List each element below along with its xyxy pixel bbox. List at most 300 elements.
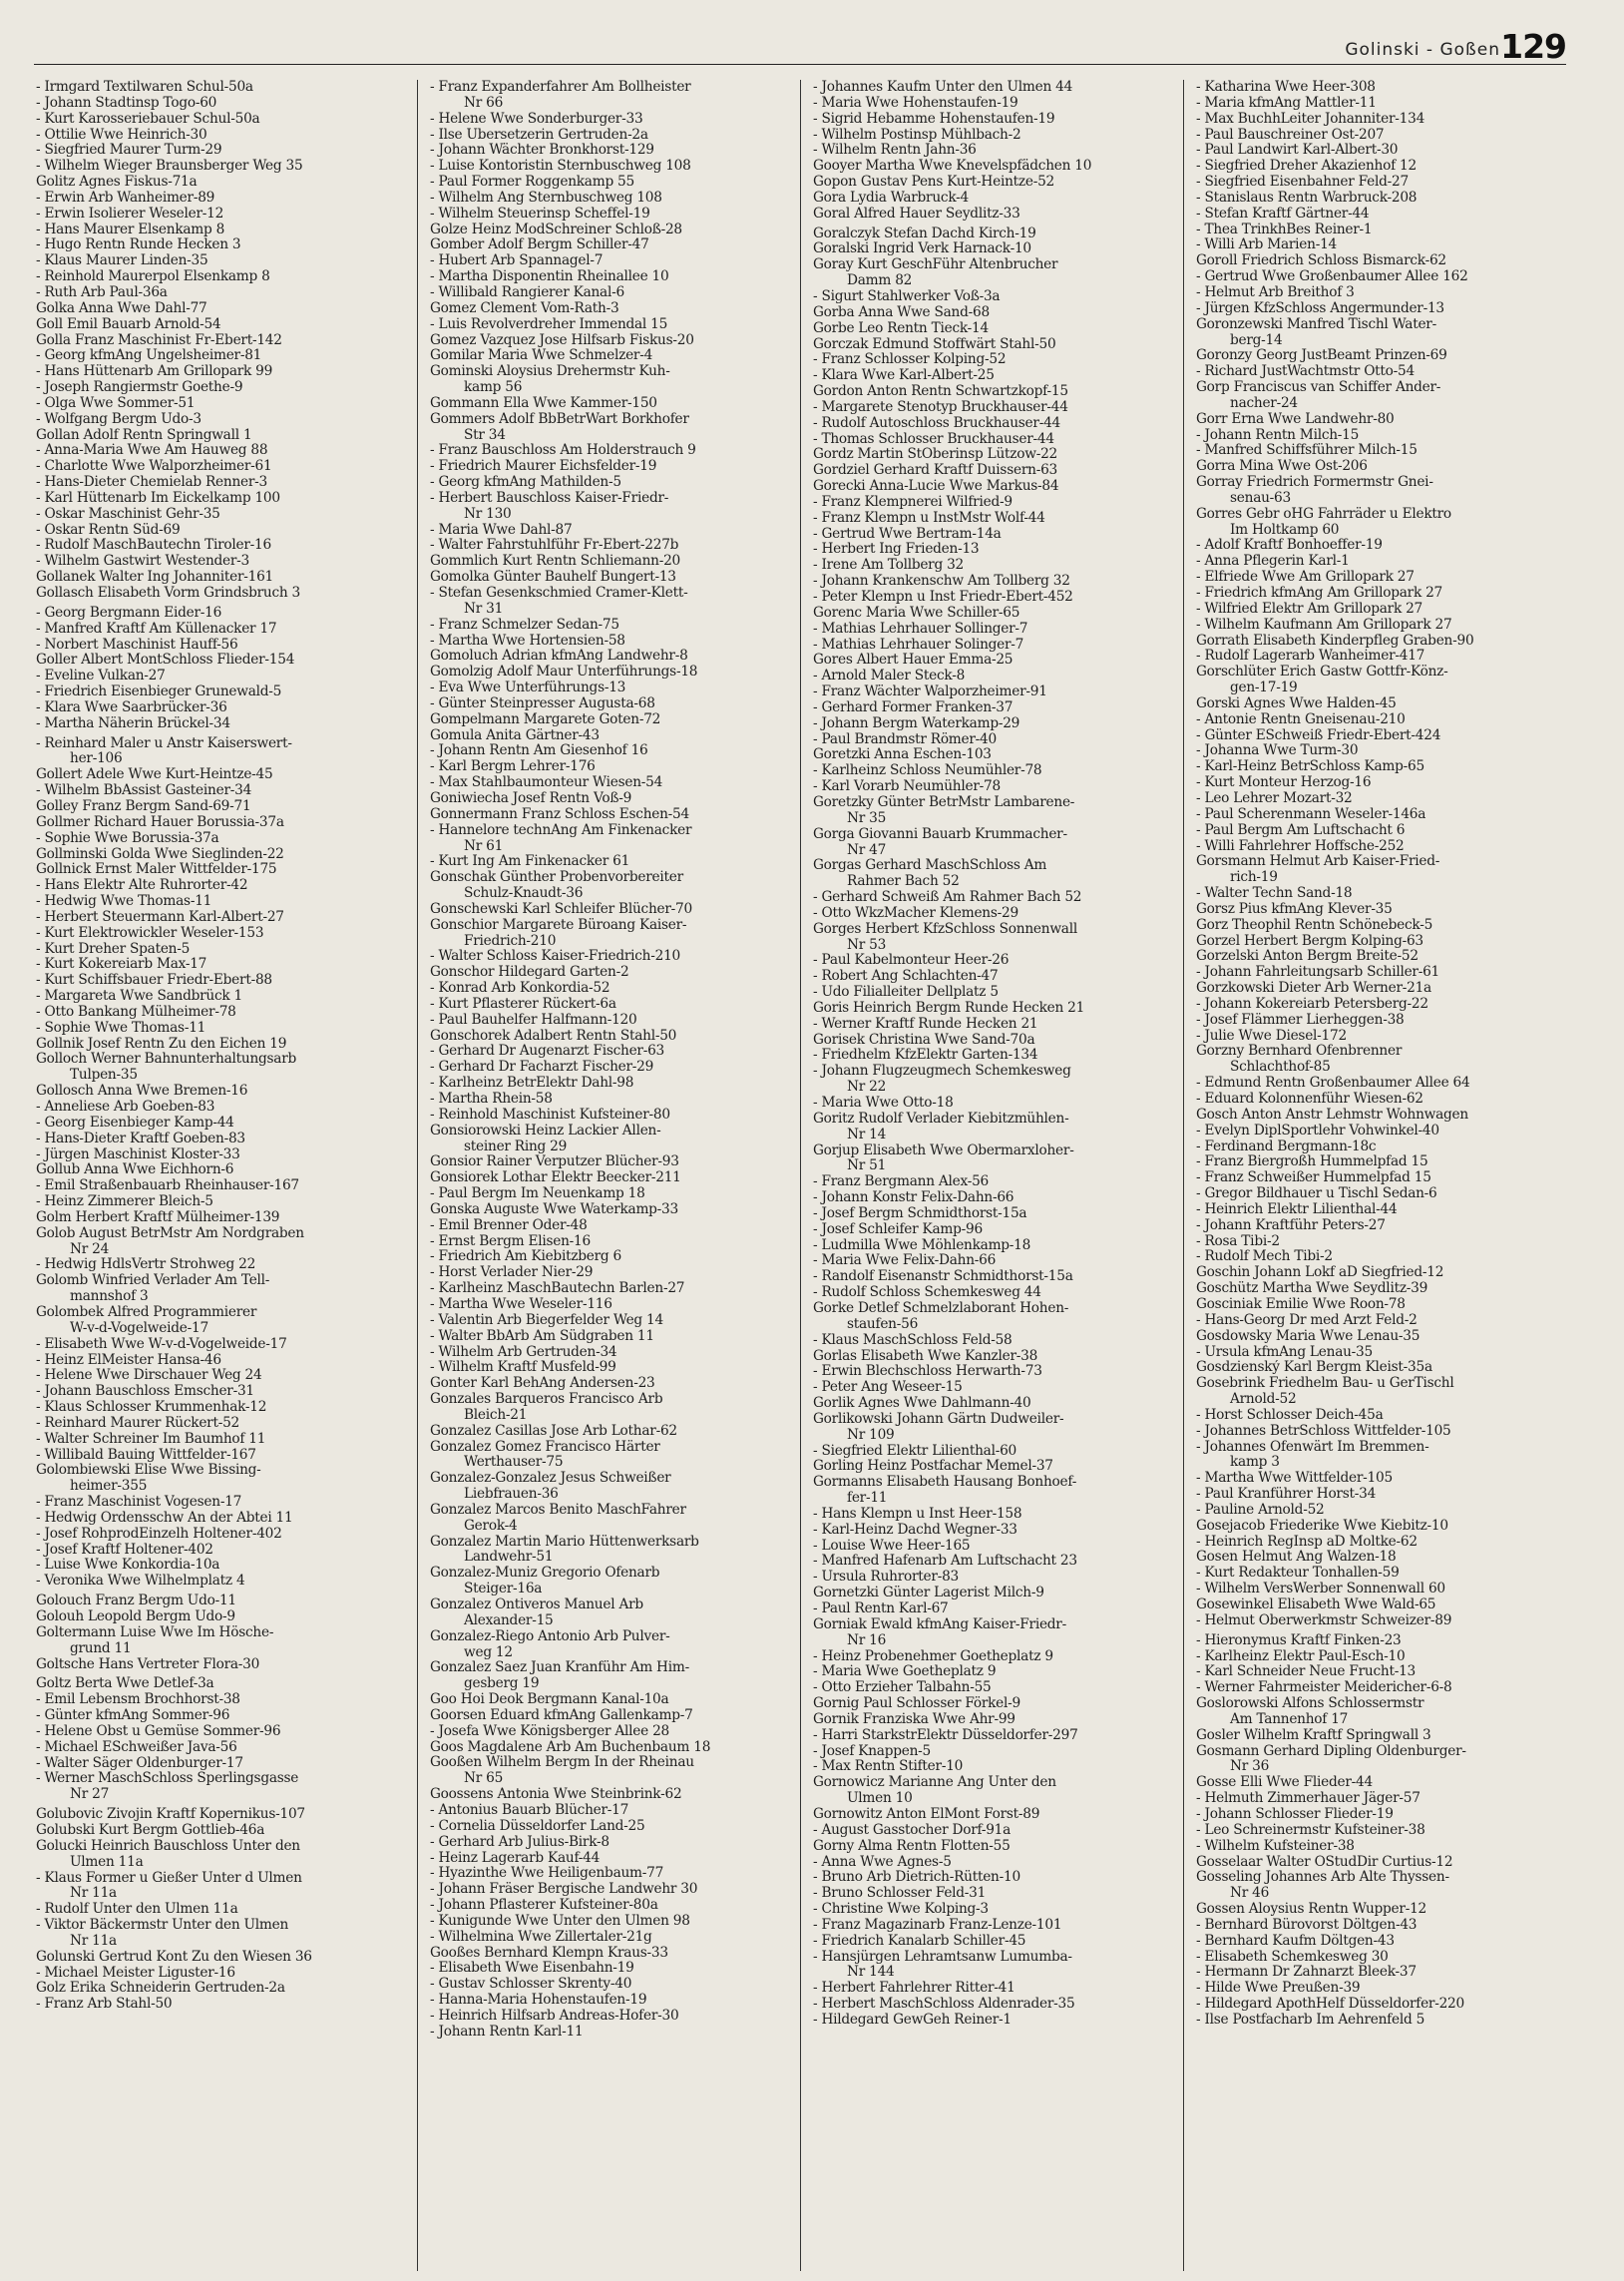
directory-entry: - Wilhelm Kufsteiner-38 (1196, 1838, 1355, 1854)
directory-entry: - Walter Schloss Kaiser-Friedrich-210 (430, 949, 680, 965)
directory-entry-continuation: Werthauser-75 (464, 1455, 564, 1471)
directory-entry: - Wilfried Elektr Am Grillopark 27 (1196, 601, 1423, 617)
directory-entry: Gorschlüter Erich Gastw Gottfr-Könz- (1196, 665, 1448, 681)
directory-entry: Gorke Detlef Schmelzlaborant Hohen- (813, 1300, 1069, 1316)
directory-entry: Gollmer Richard Hauer Borussia-37a (36, 814, 284, 830)
directory-entry: Gonska Auguste Wwe Waterkamp-33 (430, 1201, 678, 1217)
directory-entry: - Friedrich kfmAng Am Grillopark 27 (1196, 586, 1443, 601)
directory-entry: - Johann Wächter Bronkhorst-129 (430, 143, 654, 159)
directory-entry: - Wilhelm Arb Gertruden-34 (430, 1344, 617, 1360)
directory-entry-continuation: Nr 47 (847, 842, 887, 858)
directory-entry-continuation: kamp 3 (1230, 1455, 1280, 1471)
directory-entry: - Elisabeth Wwe W-v-d-Vogelweide-17 (36, 1336, 287, 1352)
directory-entry: Goral Alfred Hauer Seydlitz-33 (813, 206, 1020, 222)
directory-entry: Gommlich Kurt Rentn Schliemann-20 (430, 554, 681, 570)
directory-entry: - Sophie Wwe Thomas-11 (36, 1020, 206, 1036)
directory-entry: - Oskar Rentn Süd-69 (36, 522, 181, 538)
directory-entry: - Christine Wwe Kolping-3 (813, 1902, 989, 1918)
directory-entry: - Sigurt Stahlwerker Voß-3a (813, 288, 1001, 304)
directory-entry: - Johann Stadtinsp Togo-60 (36, 95, 217, 111)
directory-entry: Gorsz Pius kfmAng Klever-35 (1196, 901, 1393, 917)
directory-entry: - Paul Brandmstr Römer-40 (813, 731, 997, 747)
directory-entry: - Klara Wwe Karl-Albert-25 (813, 368, 995, 384)
directory-entry: Goralski Ingrid Verk Harnack-10 (813, 241, 1031, 257)
directory-entry: - Heinz ElMeister Hansa-46 (36, 1352, 221, 1368)
directory-entry: - Margareta Wwe Sandbrück 1 (36, 989, 243, 1005)
directory-entry: - Manfred Schiffsführer Milch-15 (1196, 443, 1418, 459)
directory-entry: - Werner Kraftf Runde Hecken 21 (813, 1016, 1038, 1032)
directory-entry: Gorp Franciscus van Schiffer Ander- (1196, 380, 1441, 396)
directory-entry: - Johann Kokereiarb Petersberg-22 (1196, 996, 1428, 1012)
directory-entry: Gosch Anton Anstr Lehmstr Wohnwagen (1196, 1107, 1468, 1123)
directory-entry: - Rosa Tibi-2 (1196, 1233, 1280, 1249)
directory-entry: - Ursula kfmAng Lenau-35 (1196, 1344, 1373, 1360)
directory-entry: - Manfred Hafenarb Am Luftschacht 23 (813, 1554, 1077, 1570)
directory-entry: - Wolfgang Bergm Udo-3 (36, 411, 202, 427)
directory-entry: - Heinz Zimmerer Bleich-5 (36, 1194, 213, 1210)
directory-entry: - Ruth Arb Paul-36a (36, 284, 168, 300)
directory-entry: Gorski Agnes Wwe Halden-45 (1196, 695, 1397, 711)
directory-entry: - Hans-Georg Dr med Arzt Feld-2 (1196, 1312, 1418, 1328)
directory-entry: - Johann Flugzeugmech Schemkesweg (813, 1064, 1071, 1080)
directory-entry: - Michael ESchweißer Java-56 (36, 1739, 237, 1755)
directory-entry: Golunski Gertrud Kont Zu den Wiesen 36 (36, 1949, 312, 1965)
directory-entry: Gosse Elli Wwe Flieder-44 (1196, 1775, 1373, 1791)
directory-entry: Gonzalez-Muniz Gregorio Ofenarb (430, 1566, 660, 1582)
directory-entry: Gorczak Edmund Stoffwärt Stahl-50 (813, 336, 1056, 352)
directory-entry: Goray Kurt GeschFühr Altenbrucher (813, 257, 1058, 273)
directory-entry: - Karl-Heinz BetrSchloss Kamp-65 (1196, 759, 1424, 775)
directory-entry: - Klaus MaschSchloss Feld-58 (813, 1332, 1013, 1348)
directory-entry: - Wilhelm Steuerinsp Scheffel-19 (430, 206, 650, 222)
directory-entry: - Eva Wwe Unterführungs-13 (430, 681, 626, 696)
directory-entry: - Reinhard Maurer Rückert-52 (36, 1415, 240, 1431)
directory-entry: - Eveline Vulkan-27 (36, 669, 166, 684)
directory-entry: - Walter Säger Oldenburger-17 (36, 1755, 243, 1771)
directory-entry: - Siegfried Eisenbahner Feld-27 (1196, 175, 1409, 191)
directory-entry: - Johanna Wwe Turm-30 (1196, 743, 1359, 759)
directory-entry: - Johann Schlosser Flieder-19 (1196, 1806, 1394, 1822)
directory-entry: - Gerhard Dr Augenarzt Fischer-63 (430, 1044, 665, 1060)
directory-entry: - Kurt Elektrowickler Weseler-153 (36, 925, 264, 941)
directory-entry: - Karl Schneider Neue Frucht-13 (1196, 1664, 1417, 1680)
directory-entry: - Margarete Stenotyp Bruckhauser-44 (813, 399, 1068, 415)
directory-columns (34, 80, 1566, 2271)
directory-entry: Goretzki Anna Eschen-103 (813, 747, 992, 763)
directory-entry: - Emil Brenner Oder-48 (430, 1217, 588, 1233)
directory-entry: - Harri StarkstrElektr Düsseldorfer-297 (813, 1727, 1078, 1743)
directory-entry: Gorra Mina Wwe Ost-206 (1196, 459, 1368, 475)
directory-entry: - Paul Kranführer Horst-34 (1196, 1487, 1377, 1503)
directory-entry: - Paul Bergm Im Neuenkamp 18 (430, 1186, 645, 1202)
directory-entry: - Josef RohprodEinzelh Holtener-402 (36, 1526, 282, 1542)
directory-entry: - Reinhold Maurerpol Elsenkamp 8 (36, 269, 270, 285)
directory-entry: - Helene Wwe Sonderburger-33 (430, 111, 643, 127)
directory-entry: - Gertrud Wwe Bertram-14a (813, 526, 1002, 542)
directory-entry: Golze Heinz ModSchreiner Schloß-28 (430, 222, 682, 237)
directory-entry: - Richard JustWachtmstr Otto-54 (1196, 364, 1415, 380)
directory-entry: Gopon Gustav Pens Kurt-Heintze-52 (813, 175, 1054, 191)
column-1 (34, 80, 417, 2271)
directory-entry: - Martha Rhein-58 (430, 1092, 553, 1107)
directory-entry: Gonschior Margarete Büroang Kaiser- (430, 917, 687, 933)
directory-entry: - Elfriede Wwe Am Grillopark 27 (1196, 570, 1415, 586)
directory-entry: - Maria Wwe Felix-Dahn-66 (813, 1253, 997, 1269)
directory-entry-continuation: Str 34 (464, 427, 506, 443)
directory-entry: Gosebrink Friedhelm Bau- u GerTischl (1196, 1376, 1454, 1392)
directory-entry: Goller Albert MontSchloss Flieder-154 (36, 653, 295, 669)
directory-entry: - Johann Krankenschw Am Tollberg 32 (813, 574, 1070, 590)
directory-entry: - Helmut Oberwerkmstr Schweizer-89 (1196, 1612, 1452, 1628)
directory-entry: - Willi Arb Marien-14 (1196, 237, 1338, 253)
directory-entry: - Thea TrinkhBes Reiner-1 (1196, 222, 1373, 237)
directory-entry: Gollosch Anna Wwe Bremen-16 (36, 1084, 248, 1100)
directory-entry: Gosciniak Emilie Wwe Roon-78 (1196, 1296, 1406, 1312)
directory-entry: - Johann Pflasterer Kufsteiner-80a (430, 1898, 658, 1914)
directory-entry: Gooyer Martha Wwe Knevelspfädchen 10 (813, 159, 1092, 175)
directory-entry: - Paul Scherenmann Weseler-146a (1196, 806, 1426, 822)
directory-entry: - Werner MaschSchloss Sperlingsgasse (36, 1771, 299, 1787)
directory-entry: - Pauline Arnold-52 (1196, 1502, 1325, 1518)
directory-entry: - Paul Bauschreiner Ost-207 (1196, 127, 1385, 143)
directory-entry-continuation: Nr 144 (847, 1965, 895, 1981)
directory-entry: - Hieronymus Kraftf Finken-23 (1196, 1632, 1402, 1648)
directory-entry: Gordziel Gerhard Kraftf Duissern-63 (813, 463, 1057, 479)
directory-entry: - Hans Klempn u Inst Heer-158 (813, 1506, 1022, 1522)
directory-entry: Gorray Friedrich Formermstr Gnei- (1196, 475, 1433, 491)
directory-entry: - Wilhelm Kraftf Musfeld-99 (430, 1360, 616, 1376)
directory-entry: Gorisek Christina Wwe Sand-70a (813, 1032, 1035, 1048)
directory-entry-continuation: Steiger-16a (464, 1582, 543, 1597)
directory-entry: Goralczyk Stefan Dachd Kirch-19 (813, 226, 1036, 241)
directory-entry: - Sophie Wwe Borussia-37a (36, 830, 219, 846)
directory-entry: - Bernhard Kaufm Döltgen-43 (1196, 1933, 1395, 1949)
directory-entry: - Paul Kabelmonteur Heer-26 (813, 953, 1010, 969)
directory-entry-continuation: Nr 36 (1230, 1759, 1270, 1775)
directory-entry: Gomber Adolf Bergm Schiller-47 (430, 237, 649, 253)
directory-entry: Gorrath Elisabeth Kinderpfleg Graben-90 (1196, 633, 1474, 649)
directory-entry: Gorling Heinz Postfachar Memel-37 (813, 1459, 1053, 1475)
directory-entry: Gollan Adolf Rentn Springwall 1 (36, 427, 252, 443)
directory-entry: Gorzkowski Dieter Arb Werner-21a (1196, 981, 1431, 997)
directory-entry: - Hedwig Wwe Thomas-11 (36, 894, 212, 910)
directory-entry: - Max Stahlbaumonteur Wiesen-54 (430, 775, 663, 791)
directory-entry: - Gustav Schlosser Skrenty-40 (430, 1977, 632, 1993)
directory-entry-continuation: her-106 (70, 751, 123, 767)
directory-entry: Gonter Karl BehAng Andersen-23 (430, 1376, 655, 1392)
directory-entry: - Hans-Dieter Chemielab Renner-3 (36, 475, 267, 491)
directory-entry: Gornig Paul Schlosser Förkel-9 (813, 1696, 1020, 1712)
directory-entry: Gosewinkel Elisabeth Wwe Wald-65 (1196, 1597, 1436, 1612)
directory-entry: Gosen Helmut Ang Walzen-18 (1196, 1550, 1397, 1566)
directory-entry: Gosmann Gerhard Dipling Oldenburger- (1196, 1743, 1466, 1759)
directory-entry-continuation: Nr 31 (464, 601, 504, 617)
directory-entry: - Kurt Karosseriebauer Schul-50a (36, 111, 260, 127)
directory-entry: Gonsiorowski Heinz Lackier Allen- (430, 1123, 661, 1139)
directory-entry: - Heinrich RegInsp aD Moltke-62 (1196, 1534, 1418, 1550)
directory-entry: - Willibald Bauing Wittfelder-167 (36, 1447, 256, 1463)
directory-entry: - Wilhelm Wieger Braunsberger Weg 35 (36, 159, 303, 175)
directory-entry: Gorenc Maria Wwe Schiller-65 (813, 605, 1020, 621)
directory-entry: Gomez Vazquez Jose Hilfsarb Fiskus-20 (430, 332, 694, 348)
directory-entry: - Franz Schweißer Hummelpfad 15 (1196, 1170, 1431, 1186)
directory-entry: - Franz Arb Stahl-50 (36, 1997, 173, 2013)
directory-entry: - Paul Former Roggenkamp 55 (430, 175, 634, 191)
directory-entry: - Willibald Rangierer Kanal-6 (430, 284, 624, 300)
directory-entry: - Oskar Maschinist Gehr-35 (36, 506, 220, 522)
directory-entry-continuation: Arnold-52 (1230, 1392, 1297, 1408)
running-head: Golinski - Goßen (1345, 40, 1500, 60)
directory-entry: Gomez Clement Vom-Rath-3 (430, 300, 619, 316)
directory-entry: - Josef Knappen-5 (813, 1743, 931, 1759)
directory-entry: - Karlheinz BetrElektr Dahl-98 (430, 1076, 634, 1092)
directory-entry: - Luis Revolverdreher Immendal 15 (430, 316, 668, 332)
directory-entry: - Johannes BetrSchloss Wittfelder-105 (1196, 1423, 1451, 1439)
directory-entry: Gollub Anna Wwe Eichhorn-6 (36, 1162, 234, 1178)
directory-entry: - Hermann Dr Zahnarzt Bleek-37 (1196, 1965, 1417, 1981)
directory-entry: - Eduard Kolonnenführ Wiesen-62 (1196, 1092, 1423, 1107)
directory-entry: - Jürgen Maschinist Kloster-33 (36, 1146, 240, 1162)
directory-entry: Gores Albert Hauer Emma-25 (813, 653, 1014, 669)
directory-entry: - Rudolf Lagerarb Wanheimer-417 (1196, 649, 1425, 665)
directory-entry: - Valentin Arb Biegerfelder Weg 14 (430, 1312, 663, 1328)
directory-entry: Gollanek Walter Ing Johanniter-161 (36, 570, 274, 586)
directory-entry: Goltermann Luise Wwe Im Hösche- (36, 1624, 274, 1640)
directory-entry: - Johann Fräser Bergische Landwehr 30 (430, 1882, 698, 1898)
directory-entry: - Johannes Ofenwärt Im Bremmen- (1196, 1439, 1429, 1455)
directory-entry: Goltsche Hans Vertreter Flora-30 (36, 1656, 260, 1672)
directory-entry-continuation: Ulmen 10 (847, 1791, 913, 1807)
directory-entry: Gonsiorek Lothar Elektr Beecker-211 (430, 1170, 681, 1186)
directory-entry-continuation: Nr 65 (464, 1771, 504, 1787)
directory-entry: - Mathias Lehrhauer Solinger-7 (813, 637, 1024, 653)
directory-entry: - Karl-Heinz Dachd Wegner-33 (813, 1522, 1017, 1538)
directory-entry: - Horst Verlader Nier-29 (430, 1265, 594, 1281)
directory-entry: - Martha Wwe Wittfelder-105 (1196, 1471, 1393, 1487)
directory-entry: Golob August BetrMstr Am Nordgraben (36, 1225, 304, 1241)
directory-entry: - Jürgen KfzSchloss Angermunder-13 (1196, 300, 1444, 316)
directory-entry: - Bruno Schlosser Feld-31 (813, 1886, 987, 1902)
directory-entry: - Helene Obst u Gemüse Sommer-96 (36, 1723, 281, 1739)
directory-entry: - Josef Kraftf Holtener-402 (36, 1542, 213, 1558)
directory-entry-continuation: senau-63 (1230, 490, 1291, 506)
directory-entry: Gornik Franziska Wwe Ahr-99 (813, 1711, 1015, 1727)
directory-entry: - Johann Bergm Waterkamp-29 (813, 715, 1020, 731)
directory-entry-continuation: Liebfrauen-36 (464, 1487, 559, 1503)
directory-entry: Gommers Adolf BbBetrWart Borkhofer (430, 411, 689, 427)
directory-entry: Gordon Anton Rentn Schwartzkopf-15 (813, 384, 1068, 400)
directory-entry: - Wilhelm Kaufmann Am Grillopark 27 (1196, 617, 1452, 633)
directory-entry: - Johannes Kaufm Unter den Ulmen 44 (813, 80, 1073, 95)
directory-entry: - Herbert Steuermann Karl-Albert-27 (36, 909, 284, 925)
directory-entry: Goritz Rudolf Verlader Kiebitzmühlen- (813, 1111, 1069, 1127)
directory-entry: - Herbert Fahrlehrer Ritter-41 (813, 1981, 1015, 1997)
directory-entry: Gornetzki Günter Lagerist Milch-9 (813, 1586, 1044, 1601)
directory-entry: - Cornelia Düsseldorfer Land-25 (430, 1818, 645, 1834)
directory-entry-continuation: Am Tannenhof 17 (1230, 1711, 1349, 1727)
directory-entry: - Johann Konstr Felix-Dahn-66 (813, 1190, 1015, 1206)
directory-entry: - Georg Bergmann Eider-16 (36, 605, 222, 621)
directory-entry: - Hyazinthe Wwe Heiligenbaum-77 (430, 1866, 664, 1882)
directory-entry: - Martha Wwe Weseler-116 (430, 1296, 612, 1312)
directory-entry-continuation: gesberg 19 (464, 1676, 540, 1692)
directory-entry: Gorzel Herbert Bergm Kolping-63 (1196, 933, 1423, 949)
directory-entry-continuation: Nr 11a (70, 1933, 117, 1949)
directory-entry-continuation: staufen-56 (847, 1316, 919, 1332)
directory-entry: - Norbert Maschinist Hauff-56 (36, 637, 238, 653)
directory-entry: Gonschewski Karl Schleifer Blücher-70 (430, 901, 692, 917)
directory-entry: - Siegfried Elektr Lilienthal-60 (813, 1443, 1016, 1459)
directory-entry: - Georg kfmAng Ungelsheimer-81 (36, 348, 262, 364)
directory-entry: - Maria Wwe Hohenstaufen-19 (813, 95, 1018, 111)
directory-entry: Gollert Adele Wwe Kurt-Heintze-45 (36, 767, 273, 783)
directory-entry-continuation: Nr 14 (847, 1127, 887, 1142)
directory-entry-continuation: fer-11 (847, 1491, 888, 1507)
directory-entry: - Franz Klempnerei Wilfried-9 (813, 494, 1013, 510)
directory-entry: - Kurt Redakteur Tonhallen-59 (1196, 1566, 1400, 1582)
directory-entry: - Günter kfmAng Sommer-96 (36, 1708, 230, 1724)
directory-entry: Goltz Berta Wwe Detlef-3a (36, 1676, 214, 1692)
directory-entry: - Manfred Kraftf Am Küllenacker 17 (36, 621, 277, 637)
directory-entry: - Otto WkzMacher Klemens-29 (813, 905, 1018, 921)
directory-entry: Gorz Theophil Rentn Schönebeck-5 (1196, 917, 1433, 933)
directory-entry-continuation: grund 11 (70, 1640, 132, 1656)
directory-entry: Goo Hoi Deok Bergmann Kanal-10a (430, 1692, 669, 1708)
directory-entry-continuation: Rahmer Bach 52 (847, 874, 960, 890)
directory-entry-continuation: rich-19 (1230, 870, 1278, 886)
directory-entry-continuation: Nr 61 (464, 838, 504, 854)
directory-entry: - Helmut Arb Breithof 3 (1196, 284, 1355, 300)
directory-entry: Gommann Ella Wwe Kammer-150 (430, 395, 657, 411)
directory-entry: Gonschorek Adalbert Rentn Stahl-50 (430, 1028, 677, 1044)
directory-entry: Gonnermann Franz Schloss Eschen-54 (430, 806, 689, 822)
directory-entry-continuation: Damm 82 (847, 273, 913, 289)
directory-entry: Gomoluch Adrian kfmAng Landwehr-8 (430, 649, 688, 665)
directory-entry: Gomolzig Adolf Maur Unterführungs-18 (430, 665, 698, 681)
directory-entry: - August Gasstocher Dorf-91a (813, 1822, 1012, 1838)
directory-entry: - Wilhelm BbAssist Gasteiner-34 (36, 783, 252, 799)
directory-entry-continuation: Landwehr-51 (464, 1550, 554, 1566)
directory-entry: - Helene Wwe Dirschauer Weg 24 (36, 1368, 262, 1384)
directory-entry: - Franz Maschinist Vogesen-17 (36, 1495, 242, 1511)
directory-entry: - Anna Pflegerin Karl-1 (1196, 554, 1350, 570)
directory-entry-continuation: berg-14 (1230, 332, 1283, 348)
directory-entry: Goschütz Martha Wwe Seydlitz-39 (1196, 1281, 1428, 1297)
directory-entry-continuation: Nr 16 (847, 1632, 887, 1648)
directory-entry: - Josef Flämmer Lierheggen-38 (1196, 1012, 1405, 1028)
directory-entry: - Hubert Arb Spannagel-7 (430, 253, 604, 269)
directory-entry-continuation: Nr 130 (464, 506, 512, 522)
column-2 (417, 80, 800, 2271)
directory-entry-continuation: Nr 35 (847, 810, 887, 826)
directory-entry: - Johann Rentn Milch-15 (1196, 427, 1360, 443)
column-4 (1183, 80, 1566, 2271)
directory-entry: - Paul Bauhelfer Halfmann-120 (430, 1012, 637, 1028)
directory-entry: - Paul Rentn Karl-67 (813, 1601, 949, 1616)
directory-entry: - Wilhelmina Wwe Zillertaler-21g (430, 1929, 652, 1945)
directory-entry: - Antonius Bauarb Blücher-17 (430, 1802, 629, 1818)
directory-entry: - Olga Wwe Sommer-51 (36, 395, 196, 411)
directory-entry: - Otto Erzieher Talbahn-55 (813, 1680, 992, 1696)
directory-entry: - Wilhelm Postinsp Mühlbach-2 (813, 127, 1021, 143)
directory-entry: - Wilhelm Ang Sternbuschweg 108 (430, 190, 662, 206)
directory-entry: - Josef Schleifer Kamp-96 (813, 1221, 983, 1237)
directory-entry: - Peter Ang Weseer-15 (813, 1380, 963, 1396)
directory-entry: - Anneliese Arb Goeben-83 (36, 1100, 215, 1115)
directory-entry: Gollnik Josef Rentn Zu den Eichen 19 (36, 1036, 287, 1052)
directory-entry: - Horst Schlosser Deich-45a (1196, 1407, 1384, 1423)
directory-entry: - Johann Kraftführ Peters-27 (1196, 1217, 1386, 1233)
directory-entry: Goslorowski Alfons Schlossermstr (1196, 1696, 1424, 1712)
directory-entry-continuation: Nr 46 (1230, 1886, 1270, 1902)
directory-entry: - Peter Klempn u Inst Friedr-Ebert-452 (813, 590, 1073, 605)
directory-entry: - Karl Bergm Lehrer-176 (430, 759, 596, 775)
directory-entry: - Klara Wwe Saarbrücker-36 (36, 699, 227, 715)
directory-entry: Gonzalez Gomez Francisco Härter (430, 1439, 660, 1455)
directory-entry: Gorlas Elisabeth Wwe Kanzler-38 (813, 1348, 1038, 1364)
directory-entry: Gorres Gebr oHG Fahrräder u Elektro (1196, 506, 1451, 522)
directory-entry: - Hilde Wwe Preußen-39 (1196, 1981, 1361, 1997)
directory-entry: - Franz Bergmann Alex-56 (813, 1174, 990, 1190)
directory-entry: Goorsen Eduard kfmAng Gallenkamp-7 (430, 1707, 693, 1723)
directory-entry: - Heinrich Elektr Lilienthal-44 (1196, 1201, 1398, 1217)
directory-entry: - Franz Expanderfahrer Am Bollheister (430, 80, 691, 95)
directory-entry: - Maria Wwe Dahl-87 (430, 522, 573, 538)
directory-entry-continuation: steiner Ring 29 (464, 1139, 568, 1154)
directory-entry: - Helmuth Zimmerhauer Jäger-57 (1196, 1791, 1421, 1807)
directory-entry: Gosseling Johannes Arb Alte Thyssen- (1196, 1870, 1449, 1886)
directory-entry: - Martha Disponentin Rheinallee 10 (430, 269, 669, 285)
directory-entry-continuation: Nr 53 (847, 937, 887, 953)
directory-entry: - Hedwig HdlsVertr Strohweg 22 (36, 1257, 256, 1273)
directory-entry: - Joseph Rangiermstr Goethe-9 (36, 380, 243, 396)
directory-entry: - Karl Hüttenarb Im Eickelkamp 100 (36, 490, 280, 506)
directory-entry: - Klaus Former u Gießer Unter d Ulmen (36, 1870, 302, 1886)
directory-entry-continuation: Schulz-Knaudt-36 (464, 886, 584, 902)
directory-entry: - Sigrid Hebamme Hohenstaufen-19 (813, 111, 1055, 127)
directory-entry: Gorsmann Helmut Arb Kaiser-Fried- (1196, 854, 1440, 870)
directory-entry: - Karlheinz Schloss Neumühler-78 (813, 763, 1042, 779)
directory-entry: Golka Anna Wwe Dahl-77 (36, 300, 207, 316)
directory-entry: Goschin Johann Lokf aD Siegfried-12 (1196, 1265, 1444, 1281)
directory-entry: Gomula Anita Gärtner-43 (430, 727, 600, 743)
directory-entry: - Klaus Maurer Linden-35 (36, 253, 208, 269)
directory-entry: Gora Lydia Warbruck-4 (813, 190, 969, 206)
directory-entry-continuation: Ulmen 11a (70, 1854, 144, 1870)
directory-entry: - Walter BbArb Am Südgraben 11 (430, 1328, 654, 1344)
directory-entry: - Ferdinand Bergmann-18c (1196, 1139, 1377, 1154)
directory-entry: - Hansjürgen Lehramtsanw Lumumba- (813, 1949, 1072, 1965)
directory-entry: - Friedrich Maurer Eichsfelder-19 (430, 459, 657, 475)
directory-entry-continuation: Nr 27 (70, 1787, 110, 1803)
directory-entry: Gominski Aloysius Drehermstr Kuh- (430, 364, 670, 380)
directory-entry: - Mathias Lehrhauer Sollinger-7 (813, 621, 1028, 637)
directory-entry: - Luise Kontoristin Sternbuschweg 108 (430, 159, 691, 175)
directory-entry: Golla Franz Maschinist Fr-Ebert-142 (36, 332, 282, 348)
directory-entry: - Katharina Wwe Heer-308 (1196, 80, 1376, 95)
directory-entry: - Ursula Ruhrorter-83 (813, 1570, 959, 1586)
directory-entry: - Johann Rentn Karl-11 (430, 2024, 584, 2040)
directory-entry: - Walter Schreiner Im Baumhof 11 (36, 1431, 266, 1447)
directory-entry: - Arnold Maler Steck-8 (813, 669, 966, 684)
directory-entry: - Stefan Kraftf Gärtner-44 (1196, 206, 1370, 222)
directory-entry: - Irmgard Textilwaren Schul-50a (36, 80, 253, 95)
directory-entry: Golubovic Zivojin Kraftf Kopernikus-107 (36, 1807, 305, 1823)
directory-entry: Goronzewski Manfred Tischl Water- (1196, 316, 1436, 332)
directory-entry: - Friedhelm KfzElektr Garten-134 (813, 1048, 1038, 1064)
directory-entry: Gorbe Leo Rentn Tieck-14 (813, 320, 989, 336)
directory-entry: - Günter ESchweiß Friedr-Ebert-424 (1196, 727, 1441, 743)
